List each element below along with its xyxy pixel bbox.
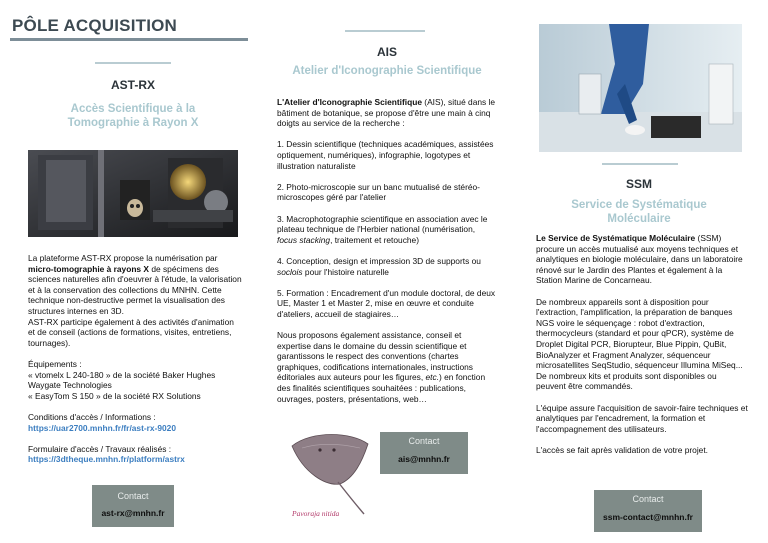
ais-intro-paragraph <box>277 97 497 129</box>
ais-assist-emphasis: etc. <box>425 372 440 383</box>
ais-list-item <box>277 256 497 277</box>
astrx-column <box>22 0 244 543</box>
ssm-heading: SSM <box>625 177 652 191</box>
ais-intro-text: (AIS), situé dans le bâtiment de botanique, se propose d'être une main à cinq doigts au service de la recherche : <box>277 97 496 129</box>
astrx-heading: AST-RX <box>110 78 155 92</box>
tomography-scene <box>28 150 238 237</box>
ssm-intro-text: (SSM) procure un accès mutualisé aux moyens techniques et analytiques en biologie moléculaire, dans un laboratoire rénové sur le Jardin des Plantes et également à la Station Marine de Concarneau. <box>536 233 743 286</box>
page-title: PÔLE ACQUISITION <box>12 16 178 35</box>
ais-contact-email[interactable]: ais@mnhn.fr <box>398 454 450 464</box>
ais-intro-bold: L'Atelier d'Iconographie Scientifique <box>277 97 422 107</box>
ais-heading: AIS <box>376 45 397 59</box>
ais-list-item: 2. Photo-microscopie sur un banc mutualisé de stéréo-microscopes géré par l'atelier <box>277 181 480 203</box>
ais-item-text: pour l'histoire naturelle <box>302 266 389 277</box>
ais-list-item: 5. Formation : Encadrement d'un module doctoral, de deux UE, Master 1 et Master 2, mise en œuvre et conduite d'ateliers, accueil de stagiaires… <box>277 287 496 319</box>
ais-body <box>277 97 497 404</box>
ray-caption: Pavoraja nitida <box>292 509 340 518</box>
astrx-contact-box[interactable] <box>92 485 174 527</box>
astrx-subtitle-line: Accès Scientifique à la <box>70 103 196 115</box>
form-link[interactable]: https://3dtheque.mnhn.fr/platform/astrx <box>28 454 185 465</box>
ssm-equipment-paragraph: De nombreux appareils sont à disposition pour l'extraction, l'amplification, la préparation de banques NGS voire le séquençage : robot d'extraction, thermocycleurs (standard et pour qPCR), système de Droplet Digital PCR, Biorupteur, Blue Pippin, QuBit, BioAnalyzer et Fragment Analyzer, séquenceur microsatellites SeqStudio, séquenceur Illumina MiSeq... <box>536 296 743 371</box>
ssm-column <box>536 0 746 543</box>
ais-contact-box[interactable] <box>380 432 468 474</box>
equipment-item: « vtomelx L 240-180 » de la société Baker Hughes Waygate Technologies <box>28 369 216 391</box>
ssm-intro-bold: Le Service de Systématique Moléculaire <box>536 233 696 243</box>
ssm-subtitle <box>534 198 744 226</box>
astrx-intro-bold: micro-tomographie à rayons X <box>28 263 149 274</box>
tomography-photo <box>28 150 238 237</box>
ssm-body <box>536 233 748 455</box>
ray-illustration <box>282 428 392 524</box>
ssm-divider <box>602 163 678 165</box>
contact-label: Contact <box>408 436 440 446</box>
ssm-access-paragraph: L'accès se fait après validation de votre projet. <box>536 444 708 455</box>
access-link[interactable]: https://uar2700.mnhn.fr/fr/ast-rx-9020 <box>28 422 177 433</box>
equipment-item: « EasyTom S 150 » de la société RX Solutions <box>28 390 201 401</box>
astrx-subtitle-line: Tomographie à Rayon X <box>67 117 199 129</box>
form-label: Formulaire d'accès / Travaux réalisés : <box>28 443 172 454</box>
ais-assist-text: Nous proposons également assistance, conseil et expertise dans le domaine du dessin scientifique et garantissons le respect des conventions (chartes graphiques, codifications internationales, instructions éditoriales aux auteurs pour les figures, <box>277 330 473 383</box>
ais-assistance-paragraph <box>277 330 497 404</box>
contact-label: Contact <box>632 494 664 504</box>
ais-list-item: 1. Dessin scientifique (techniques académiques, assistées optiquement, numériques), infographie, logotypes et illustration naturaliste <box>277 139 494 171</box>
astrx-intro-text: de spécimens des sciences naturelles afin d'oeuvrer à l'étude, la valorisation et à la conservation des collections du MNHN. Cette technique non-destructive permet la visualisation des structures internes en 3D. <box>28 263 242 316</box>
ais-subtitle: Atelier d'Iconographie Scientifique <box>292 65 482 77</box>
ais-column <box>276 0 498 543</box>
ais-item-emphasis: soclois <box>277 266 303 277</box>
astrx-activities-paragraph: AST-RX participe également à des activités d'animation et de conseil (actions de formations, visites, entretiens, tournages). <box>28 316 234 348</box>
contact-label: Contact <box>117 491 149 501</box>
ais-item-text: 4. Conception, design et impression 3D de supports ou <box>277 255 481 266</box>
ssm-subtitle-line: Moléculaire <box>607 213 671 225</box>
ssm-training-paragraph: L'équipe assure l'acquisition de savoir-faire techniques et analytiques par l'encadrement, la formation et l'accompagnement des utilisateurs. <box>536 402 748 434</box>
astrx-subtitle <box>22 102 244 130</box>
ssm-intro-paragraph <box>536 233 748 286</box>
lab-scene <box>539 24 742 152</box>
astrx-body <box>28 253 242 465</box>
ais-item-emphasis: focus stacking <box>277 234 331 245</box>
ssm-contact-email[interactable]: ssm-contact@mnhn.fr <box>603 512 693 522</box>
equipment-title: Équipements : <box>28 358 82 369</box>
astrx-divider <box>95 62 171 64</box>
ais-item-text: , traitement et retouche) <box>330 234 419 245</box>
ais-divider <box>345 30 425 32</box>
ssm-subtitle-line: Service de Systématique <box>571 199 707 211</box>
ais-list-item <box>277 214 497 246</box>
access-label: Conditions d'accès / Informations : <box>28 411 156 422</box>
astrx-intro-text: La plateforme AST-RX propose la numérisation par <box>28 253 218 263</box>
ais-assist-text: ) en fonction des finalités scientifiques souhaitées : publications, ouvrages, posters, présentations, web… <box>277 372 486 404</box>
astrx-intro-paragraph <box>28 253 242 317</box>
astrx-contact-email[interactable]: ast-rx@mnhn.fr <box>101 508 165 518</box>
ssm-contact-box[interactable] <box>594 490 702 532</box>
lab-photo <box>539 24 742 152</box>
ssm-kits-paragraph: De nombreux kits et produits sont disponibles ou peuvent être commandés. <box>536 370 717 392</box>
ais-item-text: 3. Macrophotographie scientifique en association avec le plateau technique de l'Herbier national (numérisation, <box>277 213 488 235</box>
